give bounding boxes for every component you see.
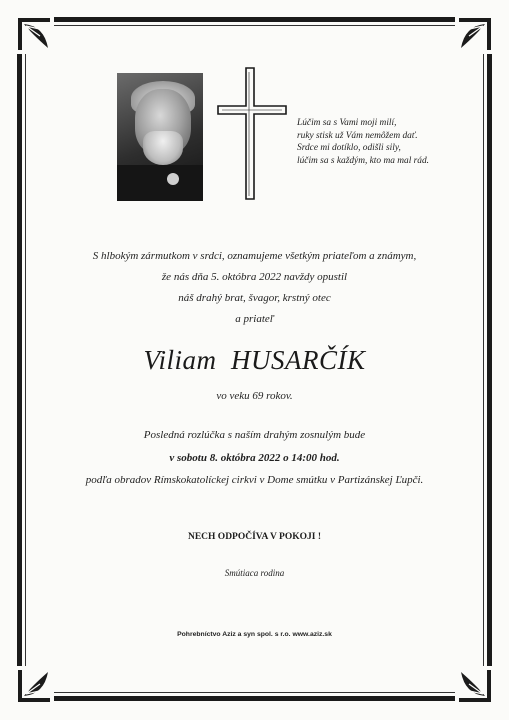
cross-icon — [216, 66, 288, 201]
announcement-line: a priateľ — [235, 313, 274, 325]
rest-in-peace: NECH ODPOČÍVA V POKOJI ! — [187, 532, 322, 542]
age-text: vo veku 69 rokov. — [216, 390, 293, 402]
deceased-name — [30, 345, 479, 376]
announcement-line: že nás dňa 5. októbra 2022 navždy opustil — [161, 271, 348, 283]
poem-line: Lúčim sa s Vami moji milí, — [297, 118, 397, 128]
funeral-home-footer: Pohrebníctvo Aziz a syn spol. s r.o. www.aziz.sk — [177, 631, 332, 638]
funeral-datetime: v sobotu 8. októbra 2022 o 14:00 hod. — [169, 452, 340, 464]
last-name: HUSARČÍK — [231, 345, 366, 375]
portrait-photo — [117, 73, 203, 201]
corner-ornament-icon — [455, 14, 495, 54]
family-signature: Smútiaca rodina — [224, 568, 285, 578]
announcement-line: S hlbokým zármutkom v srdci, oznamujeme všetkým priateľom a známym, — [92, 250, 417, 262]
funeral-place: podľa obradov Rímskokatolíckej cirkvi v Dome smútku v Partizánskej Ľupči. — [85, 474, 424, 486]
first-name: Viliam — [143, 345, 217, 375]
funeral-intro: Posledná rozlúčka s naším drahým zosnulým bude — [143, 429, 366, 441]
poem-line: Srdce mi dotíklo, odišli sily, — [297, 143, 401, 153]
corner-ornament-icon — [455, 666, 495, 706]
corner-ornament-icon — [14, 14, 54, 54]
poem-line: lúčim sa s každým, kto ma mal rád. — [297, 155, 430, 166]
announcement-line: náš drahý brat, švagor, krstný otec — [178, 292, 331, 304]
corner-ornament-icon — [14, 666, 54, 706]
poem-line: ruky stisk už Vám nemôžem dať. — [297, 130, 418, 141]
farewell-poem — [297, 117, 477, 167]
